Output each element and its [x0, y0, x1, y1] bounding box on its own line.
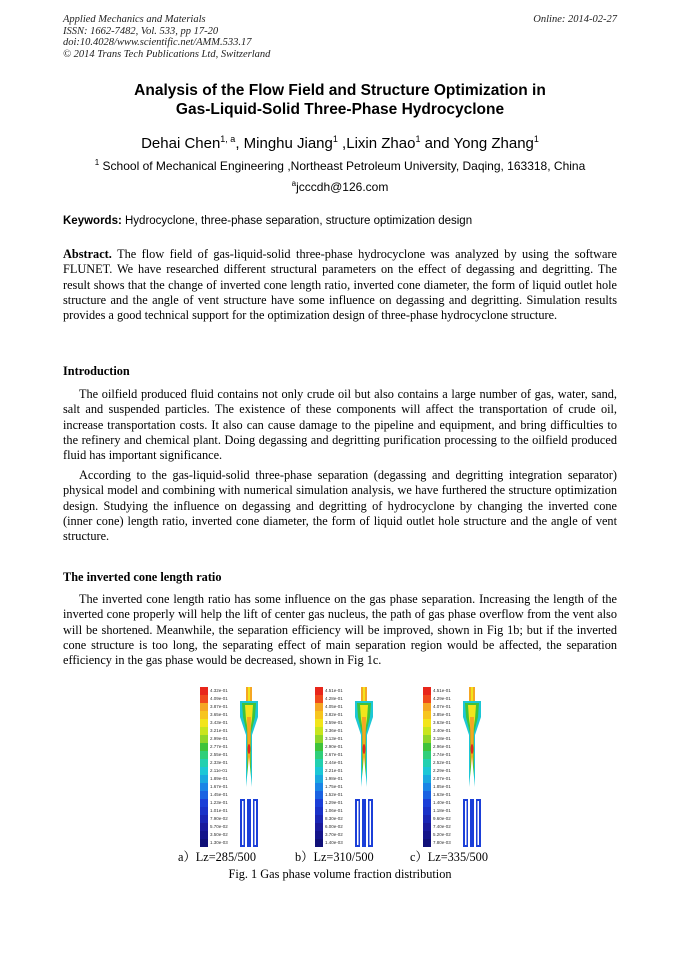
colorbar-tick-label: 1.40e-01 [433, 800, 451, 805]
keywords-text: Hydrocyclone, three-phase separation, structure optimization design [121, 215, 473, 227]
abstract [63, 247, 617, 323]
colorbar-tick-label: 1.67e-01 [210, 784, 228, 789]
colorbar-tick-label: 5.70e-02 [210, 824, 228, 829]
colorbar-tick-label: 2.77e-01 [210, 744, 228, 749]
subfigure-label-a: a）Lz=285/500 [178, 850, 256, 864]
colorbar-swatch [315, 727, 323, 735]
introduction-paragraph-1: The oilfield produced fluid contains not only crude oil but also contains a large number of gas, water, sand, salt and suspended particles. The existence of these components will affect the transportation of crude oil, increase transportation costs. It also can cause damage to the pipeline and equipment, and bring difficulties to the refinery and chemical plant. Doing degassing and degritting purification processing to the oilfield produced fluid has important significance. [63, 387, 617, 463]
gas-nucleus [363, 744, 366, 754]
doi: doi:10.4028/www.scientific.net/AMM.533.17 [63, 37, 252, 48]
author-2: , Minghu Jiang [235, 135, 333, 152]
colorbar-swatch [315, 719, 323, 727]
colorbar-swatch [423, 775, 431, 783]
colorbar-tick-label: 1.29e-01 [325, 800, 343, 805]
author-4-sup: 1 [533, 134, 539, 144]
colorbar-swatch [315, 759, 323, 767]
gas-nucleus [248, 744, 251, 754]
contour-plot [461, 687, 483, 847]
colorbar-swatch [315, 799, 323, 807]
colorbar-swatch [423, 783, 431, 791]
colorbar-swatch [423, 831, 431, 839]
email-text[interactable]: jcccdh@126.com [296, 180, 389, 194]
colorbar-tick-label: 1.75e-01 [325, 784, 343, 789]
paper-title [63, 81, 617, 119]
colorbar-swatch [315, 839, 323, 847]
colorbar-tick-label: 8.30e-02 [325, 816, 343, 821]
colorbar-swatch [315, 767, 323, 775]
gas-nucleus [471, 744, 474, 754]
colorbar-tick-label: 3.85e-01 [433, 712, 451, 717]
colorbar-tick-label: 2.07e-01 [433, 776, 451, 781]
colorbar-tick-label: 2.55e-01 [210, 752, 228, 757]
colorbar-tick-label: 3.43e-01 [210, 720, 228, 725]
keywords-label: Keywords: [63, 215, 122, 227]
affiliation-sup: 1 [94, 158, 100, 167]
colorbar [423, 687, 431, 847]
colorbar-swatch [200, 831, 208, 839]
introduction-heading: Introduction [63, 364, 130, 378]
colorbar-swatch [423, 743, 431, 751]
colorbar-tick-label: 1.30e-03 [210, 840, 228, 845]
colorbar-swatch [423, 695, 431, 703]
colorbar-swatch [423, 791, 431, 799]
colorbar-tick-label: 4.51e-01 [433, 688, 451, 693]
colorbar-swatch [315, 791, 323, 799]
colorbar-tick-label: 1.52e-01 [325, 792, 343, 797]
colorbar-swatch [200, 719, 208, 727]
outlet-right-gap [478, 801, 480, 845]
colorbar-ticks [433, 687, 451, 847]
colorbar-tick-label: 7.90e-02 [210, 816, 228, 821]
colorbar-tick-label: 3.87e-01 [210, 704, 228, 709]
colorbar-tick-label: 4.05e-01 [325, 704, 343, 709]
colorbar-swatch [200, 703, 208, 711]
outlet-center [247, 799, 251, 847]
colorbar-tick-label: 7.40e-02 [433, 824, 451, 829]
author-1-sup: 1, a [220, 134, 236, 144]
vent-core [248, 687, 250, 701]
copyright: © 2014 Trans Tech Publications Ltd, Switzerland [63, 48, 271, 60]
figure-1b [315, 687, 375, 847]
colorbar-tick-label: 3.21e-01 [210, 728, 228, 733]
colorbar-tick-label: 3.63e-01 [433, 720, 451, 725]
section-paragraph-inverted-cone: The inverted cone length ratio has some influence on the gas phase separation. Increasing the length of the inverted cone properly will help the lift of center gas nucleus, the path of gas phase overflow from the vent also will be shortened. Meanwhile, the separation efficiency will be improved, shown in Fig 1b; but if the inverted cone structure is too long, the separating effect of main separation region would be affected, the separation efficiency in the gas phase would be decreased, shown in Fig 1c. [63, 592, 617, 668]
author-list [63, 130, 617, 153]
colorbar-swatch [200, 735, 208, 743]
colorbar-tick-label: 1.18e-01 [433, 808, 451, 813]
colorbar-tick-label: 1.85e-01 [433, 784, 451, 789]
colorbar-swatch [200, 727, 208, 735]
outlet-left-gap [357, 801, 359, 845]
outlet-center [470, 799, 474, 847]
colorbar-swatch [423, 751, 431, 759]
colorbar-tick-label: 1.40e-03 [325, 840, 343, 845]
colorbar-tick-label: 6.00e-02 [325, 824, 343, 829]
colorbar-swatch [200, 711, 208, 719]
colorbar-tick-label: 4.51e-01 [325, 688, 343, 693]
colorbar-swatch [200, 807, 208, 815]
abstract-text: The flow field of gas-liquid-solid three-phase hydrocyclone was analyzed by using the software FLUNET. We have researched different structural parameters on the effect of degassing and degritting. The result shows that the change of inverted cone length ratio, inverted cone diameter, the form of liquid outlet hole structure and the angle of vent structure have some influence on degassing and degritting. Simulation results provides a good technical support for the optimization design of three-phase hydrocyclone structure. [63, 247, 617, 323]
colorbar-tick-label: 1.98e-01 [325, 776, 343, 781]
colorbar-swatch [315, 783, 323, 791]
colorbar-swatch [315, 823, 323, 831]
affiliation [63, 156, 617, 173]
colorbar-tick-label: 3.36e-01 [325, 728, 343, 733]
section-heading-inverted-cone: The inverted cone length ratio [63, 570, 222, 584]
author-1: Dehai Chen [141, 135, 221, 152]
colorbar-swatch [200, 767, 208, 775]
colorbar-swatch [423, 815, 431, 823]
colorbar-swatch [423, 711, 431, 719]
introduction-paragraph-2: According to the gas-liquid-solid three-phase separation (degassing and degritting integration separator) physical model and combining with numerical simulation analysis, we have furthered the structure optimization design. Studying the influence on degassing and degritting of hydrocyclone by changing the inverted cone (inner cone) length ratio, inverted cone diameter, the form of liquid outlet hole structure and the angle of vent structure. [63, 468, 617, 544]
colorbar-tick-label: 3.59e-01 [325, 720, 343, 725]
affiliation-text: School of Mechanical Engineering ,Northeast Petroleum University, Daqing, 163318, China [99, 159, 586, 173]
colorbar-swatch [315, 711, 323, 719]
colorbar-swatch [200, 823, 208, 831]
colorbar-swatch [200, 759, 208, 767]
figure-1a [200, 687, 260, 847]
colorbar-tick-label: 2.67e-01 [325, 752, 343, 757]
author-2-sup: 1 [332, 134, 338, 144]
colorbar-tick-label: 4.28e-01 [325, 696, 343, 701]
colorbar-swatch [315, 815, 323, 823]
colorbar-tick-label: 1.45e-01 [210, 792, 228, 797]
colorbar-tick-label: 2.44e-01 [325, 760, 343, 765]
colorbar-swatch [315, 703, 323, 711]
colorbar-tick-label: 2.96e-01 [433, 744, 451, 749]
colorbar-tick-label: 2.99e-01 [210, 736, 228, 741]
colorbar-swatch [315, 735, 323, 743]
colorbar-swatch [315, 831, 323, 839]
email-sup: a [291, 179, 297, 188]
colorbar-swatch [423, 703, 431, 711]
vent-core [471, 687, 473, 701]
colorbar [200, 687, 208, 847]
colorbar-tick-label: 4.32e-01 [210, 688, 228, 693]
colorbar-tick-label: 2.33e-01 [210, 760, 228, 765]
colorbar-tick-label: 1.01e-01 [210, 808, 228, 813]
colorbar-tick-label: 5.20e-02 [433, 832, 451, 837]
colorbar-swatch [423, 807, 431, 815]
colorbar-tick-label: 1.06e-01 [325, 808, 343, 813]
subfigure-label-b: b）Lz=310/500 [295, 850, 374, 864]
title-line-2: Gas-Liquid-Solid Three-Phase Hydrocyclone [175, 101, 505, 118]
author-4: and Yong Zhang [420, 135, 534, 152]
colorbar-tick-label: 3.82e-01 [325, 712, 343, 717]
vent-core [363, 687, 365, 701]
colorbar-ticks [210, 687, 228, 847]
colorbar-tick-label: 9.60e-02 [433, 816, 451, 821]
colorbar-tick-label: 4.29e-01 [433, 696, 451, 701]
colorbar-tick-label: 7.80e-03 [433, 840, 451, 845]
colorbar-swatch [200, 791, 208, 799]
contour-plot [353, 687, 375, 847]
author-3-sup: 1 [415, 134, 421, 144]
colorbar-tick-label: 2.52e-01 [433, 760, 451, 765]
colorbar-tick-label: 3.70e-02 [325, 832, 343, 837]
outlet-right-gap [255, 801, 257, 845]
author-3: ,Lixin Zhao [337, 135, 416, 152]
issn: ISSN: 1662-7482, Vol. 533, pp 17-20 [63, 25, 219, 37]
colorbar-swatch [200, 751, 208, 759]
colorbar-tick-label: 3.18e-01 [433, 736, 451, 741]
colorbar-swatch [200, 743, 208, 751]
colorbar-tick-label: 1.23e-01 [210, 800, 228, 805]
journal-header [63, 14, 617, 60]
colorbar-swatch [200, 695, 208, 703]
colorbar-swatch [200, 839, 208, 847]
colorbar-swatch [423, 767, 431, 775]
colorbar-swatch [423, 719, 431, 727]
colorbar-tick-label: 2.21e-01 [325, 768, 343, 773]
colorbar-tick-label: 3.40e-01 [433, 728, 451, 733]
colorbar-ticks [325, 687, 343, 847]
colorbar-tick-label: 2.29e-01 [433, 768, 451, 773]
colorbar-swatch [423, 823, 431, 831]
colorbar [315, 687, 323, 847]
outlet-left-gap [242, 801, 244, 845]
colorbar-swatch [315, 775, 323, 783]
colorbar-swatch [200, 815, 208, 823]
colorbar-tick-label: 1.63e-01 [433, 792, 451, 797]
outlet-left-gap [465, 801, 467, 845]
colorbar-swatch [200, 799, 208, 807]
colorbar-swatch [315, 743, 323, 751]
colorbar-tick-label: 4.07e-01 [433, 704, 451, 709]
colorbar-swatch [423, 799, 431, 807]
journal-name: Applied Mechanics and Materials [63, 14, 206, 25]
email [63, 177, 617, 194]
colorbar-swatch [200, 783, 208, 791]
colorbar-tick-label: 2.90e-01 [325, 744, 343, 749]
colorbar-swatch [315, 687, 323, 695]
online-date: Online: 2014-02-27 [533, 14, 617, 25]
colorbar-tick-label: 1.89e-01 [210, 776, 228, 781]
colorbar-tick-label: 2.11e-01 [210, 768, 228, 773]
colorbar-swatch [423, 759, 431, 767]
figure-caption: Fig. 1 Gas phase volume fraction distribution [228, 867, 452, 881]
colorbar-swatch [423, 735, 431, 743]
colorbar-swatch [200, 687, 208, 695]
colorbar-tick-label: 3.13e-01 [325, 736, 343, 741]
outlet-right-gap [370, 801, 372, 845]
abstract-label: Abstract. [63, 247, 112, 261]
contour-plot [238, 687, 260, 847]
colorbar-tick-label: 3.50e-02 [210, 832, 228, 837]
colorbar-swatch [200, 775, 208, 783]
outlet-center [362, 799, 366, 847]
colorbar-tick-label: 2.74e-01 [433, 752, 451, 757]
colorbar-swatch [423, 687, 431, 695]
colorbar-swatch [423, 727, 431, 735]
colorbar-tick-label: 4.09e-01 [210, 696, 228, 701]
colorbar-swatch [315, 751, 323, 759]
colorbar-swatch [423, 839, 431, 847]
subfigure-label-c: c）Lz=335/500 [410, 850, 488, 864]
colorbar-swatch [315, 695, 323, 703]
colorbar-tick-label: 3.65e-01 [210, 712, 228, 717]
title-line-1: Analysis of the Flow Field and Structure Optimization in [134, 82, 546, 99]
keywords [63, 214, 617, 228]
figure-1c [423, 687, 483, 847]
colorbar-swatch [315, 807, 323, 815]
